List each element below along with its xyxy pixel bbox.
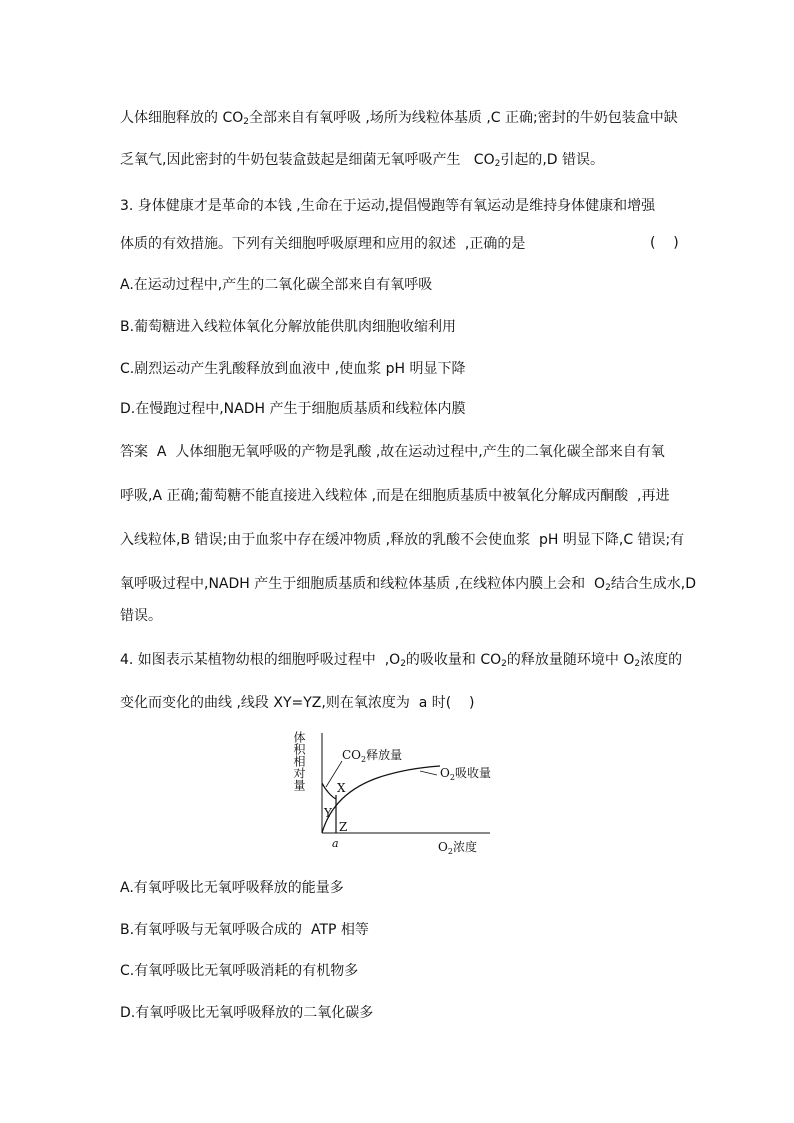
q3-answer-line-5: 错误。 — [120, 608, 162, 624]
point-x-label: X — [337, 781, 346, 795]
o2-label-leader — [420, 771, 437, 775]
tick-a-label: a — [332, 837, 339, 850]
q4-option-b: B.有氧呼吸与无氧呼吸合成的 ATP 相等 — [120, 922, 369, 938]
co2-release-curve — [322, 783, 336, 799]
q4-option-a: A.有氧呼吸比无氧呼吸释放的能量多 — [120, 880, 344, 896]
q4-stem-line-2: 变化而变化的曲线 ,线段 XY=YZ,则在氧浓度为 a 时( ) — [120, 695, 475, 711]
q4-stem-line-1: 4. 如图表示某植物幼根的细胞呼吸过程中 $,O_2$的吸收量和 $CO_2$的释放量随环境中 $O_2$浓度的 — [120, 652, 683, 669]
co2-release-label: $CO_2$释放量 — [342, 748, 403, 764]
o2-absorption-label: $O_2$吸收量 — [440, 766, 491, 782]
q3-answer-line-1: 答案 A 人体细胞无氧呼吸的产物是乳酸 ,故在运动过程中,产生的二氧化碳全部来自有氧 — [120, 444, 665, 460]
x-axis-label: $O_2$浓度 — [438, 840, 477, 856]
q3-option-a: A.在运动过程中,产生的二氧化碳全部来自有氧呼吸 — [120, 277, 433, 293]
q3-answer-bracket: ( ) — [650, 235, 679, 251]
q3-answer-line-3: 入线粒体,B 错误;由于血浆中存在缓冲物质 ,释放的乳酸不会使血浆 pH 明显下降,C 错误;有 — [120, 532, 685, 548]
q2-explanation-line-1: 人体细胞释放的 $CO_2$全部来自有氧呼吸 ,场所为线粒体基质 ,C 正确;密封的牛奶包装盒中缺 — [120, 110, 678, 127]
q3-answer-line-2: 呼吸,A 正确;葡萄糖不能直接进入线粒体 ,而是在细胞质基质中被氧化分解成丙酮酸 ,再进 — [120, 488, 670, 504]
q4-option-c: C.有氧呼吸比无氧呼吸消耗的有机物多 — [120, 963, 359, 979]
point-z-label: Z — [339, 820, 348, 834]
q3-answer-line-4: 氧呼吸过程中,NADH 产生于细胞质基质和线粒体基质 ,在线粒体内膜上会和 $O_2$结合生成水,D — [120, 576, 697, 593]
q3-option-d: D.在慢跑过程中,NADH 产生于细胞质基质和线粒体内膜 — [120, 401, 466, 417]
q3-stem-line-1: 3. 身体健康才是革命的本钱 ,生命在于运动,提倡慢跑等有氧运动是维持身体健康和增强 — [120, 198, 656, 214]
y-axis-label: 体积相对量 — [292, 731, 306, 791]
q3-option-b: B.葡萄糖进入线粒体氧化分解放能供肌肉细胞收缩利用 — [120, 319, 457, 335]
q3-stem-line-2: 体质的有效措施。下列有关细胞呼吸原理和应用的叙述 ,正确的是 — [120, 236, 526, 252]
respiration-diagram — [290, 725, 500, 860]
q3-option-c: C.剧烈运动产生乳酸释放到血液中 ,使血浆 pH 明显下降 — [120, 361, 466, 377]
q2-explanation-line-2: 乏氧气,因此密封的牛奶包装盒鼓起是细菌无氧呼吸产生 $CO_2$引起的,D 错误。 — [120, 152, 605, 169]
point-y-label: Y — [324, 806, 332, 820]
q4-option-d: D.有氧呼吸比无氧呼吸释放的二氧化碳多 — [120, 1005, 374, 1021]
